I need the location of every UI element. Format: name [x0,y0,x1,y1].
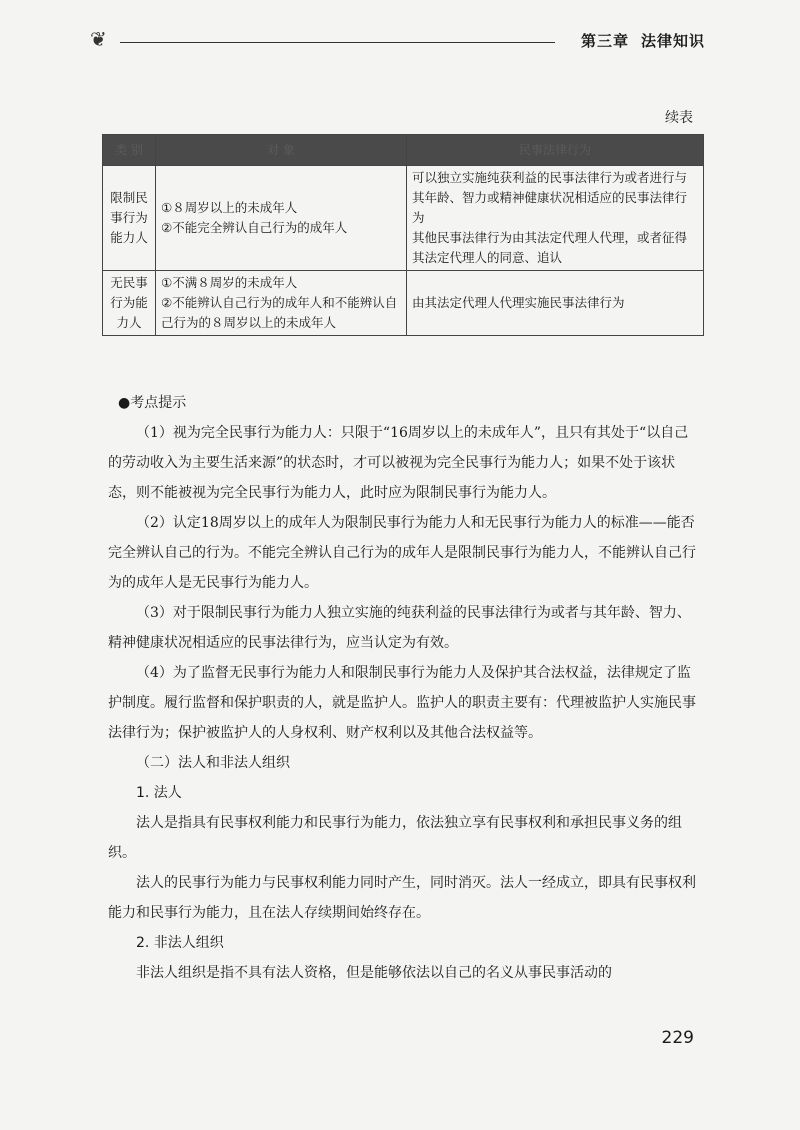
row-who [156,271,407,336]
who-line: ①不满８周岁的未成年人 [161,275,298,290]
paragraph: 法人是指具有民事权利能力和民事行为能力，依法独立享有民事权利和承担民事义务的组织。 [108,815,682,861]
hint-title: ●考点提示 [118,395,187,411]
paragraph: （2）认定18周岁以上的成年人为限制民事行为能力人和无民事行为能力人的标准——能否完全辨认自己的行为。不能完全辨认自己行为的成年人是限制民事行为能力人，不能辨认自己行为的成年人是无民事行为能力人。 [108,515,696,591]
acts-line: 其他民事法律行为由其法定代理人代理，或者征得其法定代理人的同意、追认 [412,230,688,265]
body-text [108,388,700,988]
subsection-heading: 2. 非法人组织 [136,935,224,951]
subsection-heading: 1. 法人 [136,785,182,801]
header-rule [120,42,555,43]
page-header [90,28,705,54]
chapter-topic: 法律知识 [640,32,705,50]
row-category: 限制民事行为能力人 [103,166,156,271]
capacity-table [102,134,704,336]
acts-line: 由其法定代理人代理实施民事法律行为 [412,295,625,310]
table-row [103,271,704,336]
table-header-row [103,135,704,166]
row-category: 无民事行为能力人 [103,271,156,336]
chapter-title [569,30,705,51]
header-acts: 民事法律行为 [407,135,704,166]
paragraph: （4）为了监督无民事行为能力人和限制民事行为能力人及保护其合法权益，法律规定了监护制度。履行监督和保护职责的人，就是监护人。监护人的职责主要有：代理被监护人实施民事法律行为；保护被监护人的人身权利、财产权利以及其他合法权益等。 [108,665,696,741]
paragraph: （1）视为完全民事行为能力人：只限于“16周岁以上的未成年人”，且只有其处于“以自己的劳动收入为主要生活来源”的状态时，才可以被视为完全民事行为能力人；如果不处于该状态，则不能被视为完全民事行为能力人，此时应为限制民事行为能力人。 [108,425,689,501]
sprout-ornament-icon: ❦ [90,27,107,51]
who-line: ②不能完全辨认自己行为的成年人 [161,220,348,235]
who-line: ①８周岁以上的未成年人 [161,200,298,215]
acts-line: 可以独立实施纯获利益的民事法律行为或者进行与其年龄、智力或精神健康状况相适应的民事法律行为 [412,170,688,225]
section-heading: （二）法人和非法人组织 [136,755,290,771]
paragraph: 法人的民事行为能力与民事权利能力同时产生，同时消灭。法人一经成立，即具有民事权利能力和民事行为能力，且在法人存续期间始终存在。 [108,875,696,921]
paragraph: 非法人组织是指不具有法人资格，但是能够依法以自己的名义从事民事活动的 [136,965,612,981]
row-who [156,166,407,271]
table-row [103,166,704,271]
who-line: ②不能辨认自己行为的成年人和不能辨认自己行为的８周岁以上的未成年人 [161,295,398,330]
row-acts [407,166,704,271]
row-acts [407,271,704,336]
chapter-number: 第三章 [580,32,629,50]
page-number: 229 [661,1028,694,1048]
header-category: 类 别 [103,135,156,166]
header-object: 对 象 [156,135,407,166]
paragraph: （3）对于限制民事行为能力人独立实施的纯获利益的民事法律行为或者与其年龄、智力、精神健康状况相适应的民事法律行为，应当认定为有效。 [108,605,691,651]
continued-label: 续表 [665,110,693,126]
